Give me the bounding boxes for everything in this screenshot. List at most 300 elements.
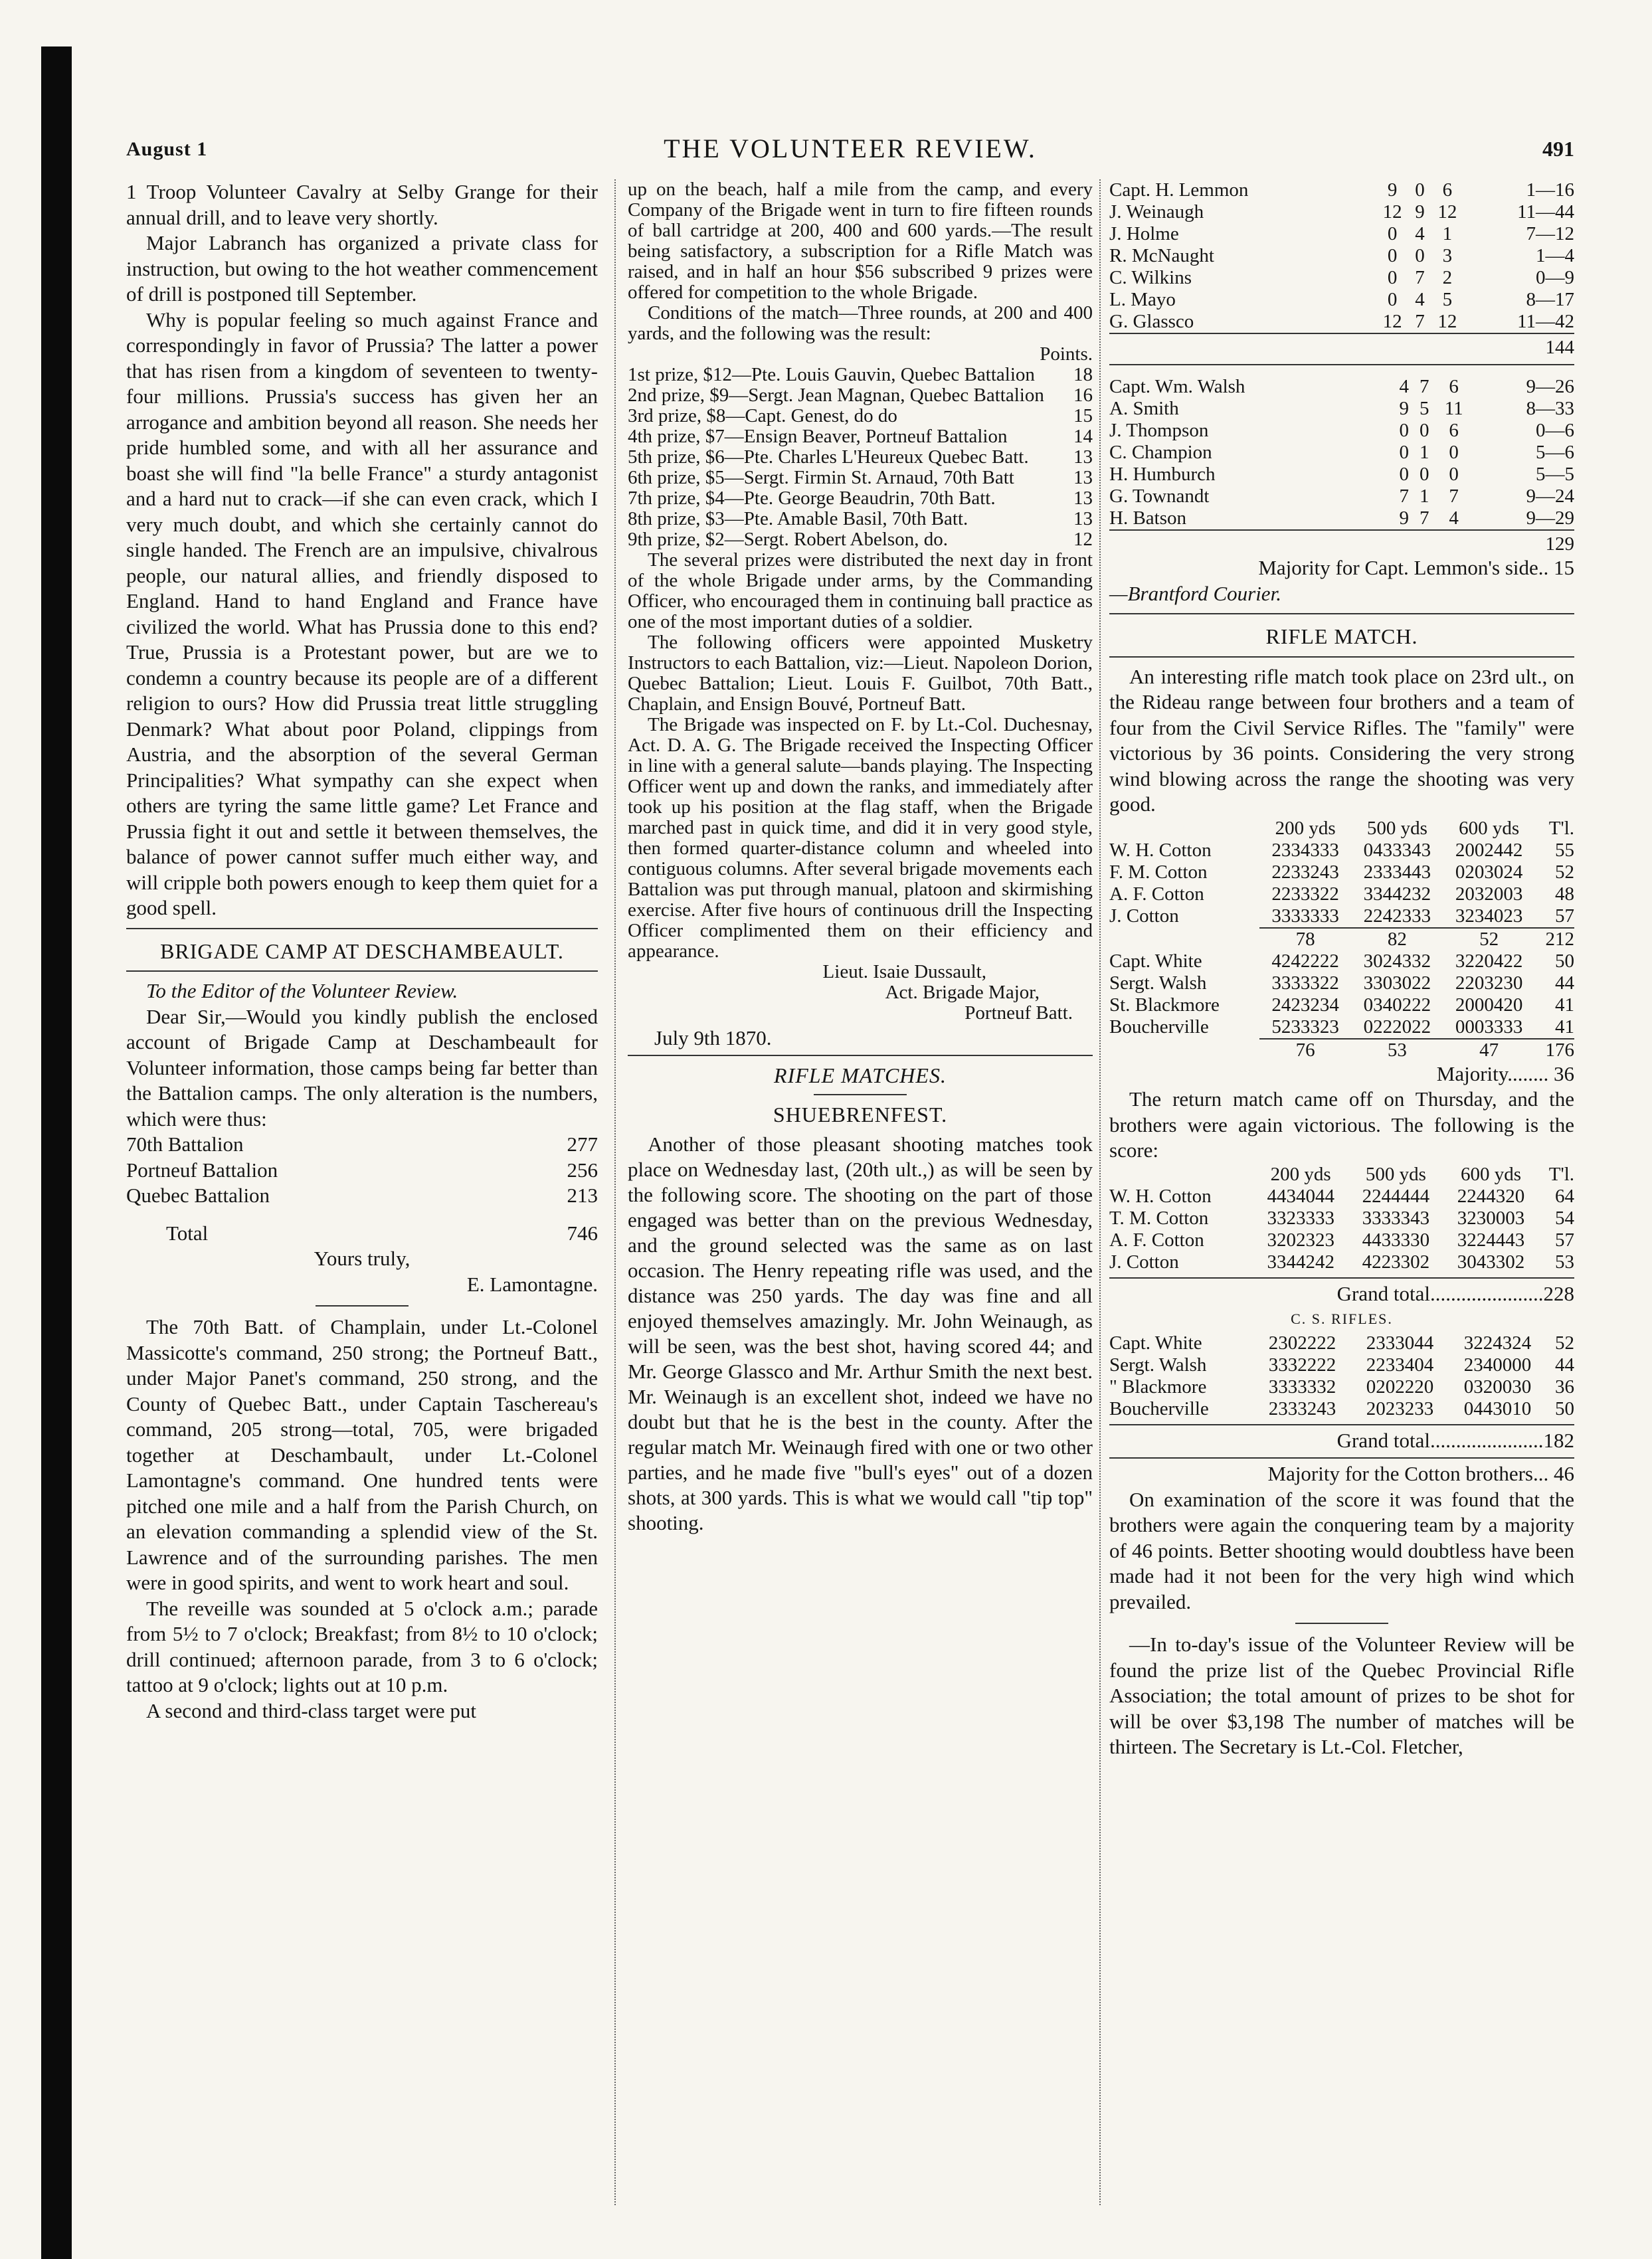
- cell: 47: [1443, 1039, 1534, 1061]
- cell: 176: [1535, 1039, 1574, 1061]
- cell: [1109, 1164, 1253, 1186]
- cell: 78: [1259, 928, 1351, 950]
- cell: Capt. H. Lemmon: [1109, 179, 1249, 201]
- cell: 2244444: [1362, 1185, 1430, 1207]
- cell: 55: [1555, 839, 1574, 861]
- cell: 4: [1415, 223, 1425, 244]
- cell: 9: [1399, 507, 1410, 529]
- cell: 8—17: [1526, 289, 1574, 310]
- cell: 3303022: [1363, 972, 1431, 994]
- cell: 2242333: [1363, 905, 1431, 927]
- paragraph: Major Labranch has organized a private class for instruction, but owing to the hot weather commencement of drill is postponed till September.: [126, 231, 598, 306]
- cell: 52: [1555, 861, 1574, 883]
- cell: 5—5: [1536, 464, 1574, 485]
- cell: R. McNaught: [1109, 245, 1214, 266]
- cell: 12: [1437, 311, 1457, 332]
- cell: 3: [1442, 245, 1453, 266]
- table-row: [1109, 1332, 1574, 1354]
- divider: [1109, 613, 1574, 614]
- cell: 0320030: [1463, 1376, 1532, 1398]
- paragraph: —In to-day's issue of the Volunteer Review will be found the prize list of the Quebec Provincial Rifle Association; the total amount of prizes to be shot for will be over $3,198 The number of matches will be thirteen. The Secretary is Lt.-Col. Fletcher,: [1109, 1633, 1574, 1758]
- cell: 0443010: [1463, 1398, 1532, 1419]
- cell: 3333332: [1268, 1376, 1336, 1398]
- cell: 76: [1259, 1039, 1351, 1061]
- cell: 1: [1442, 223, 1453, 244]
- cell: 6th prize, $5—Sergt. Firmin St. Arnaud, 70th Batt: [628, 467, 1014, 488]
- cell: Boucherville: [1109, 1398, 1209, 1419]
- cell: 3333322: [1271, 972, 1339, 994]
- paragraph: The Brigade was inspected on F. by Lt.-Col. Duchesnay, Act. D. A. G. The Brigade received the Inspecting Officer in line with a general salute—bands playing. The Inspecting Officer went up and down the ranks, and immediately after took up his position at the flag staff, when the Brigade marched past in quick time, and did it in very good style, then formed quarter-distance column and wheeled into contiguous columns. After several brigade movements each Battalion was put through manual, platoon and skirmishing exercise. After five hours of continuous drill the Inspecting Officer complimented them on their efficiency and appearance.: [628, 714, 1093, 962]
- cell: 2233404: [1366, 1354, 1434, 1376]
- cell: 4223302: [1362, 1251, 1430, 1273]
- cell: 0: [1449, 442, 1459, 463]
- cell: H. Batson: [1109, 507, 1186, 529]
- cell: 14: [1073, 426, 1093, 447]
- paragraph: The 70th Batt. of Champlain, under Lt.-Colonel Massicotte's command, 250 strong; the Portneuf Batt., under Major Panet's command, 250 strong, and the County of Quebec Batt., under Captain Taschereau's command, 205 strong—total, 705, were brigaded together at Deschambault, under Lt.-Colonel Lamontagne's command. One hundred tents were pitched one mile and a half from the Parish Church, on an elevation commanding a splendid view of the St. Lawrence and of the surrounding parishes. The men were in good spirits, and went to work heart and soul.: [126, 1315, 598, 1594]
- cell: 3344232: [1363, 883, 1431, 905]
- divider: [126, 928, 598, 929]
- page-binding-edge: [41, 46, 72, 2259]
- cell: 3230003: [1457, 1207, 1525, 1229]
- team-label: C. S. RIFLES.: [1291, 1310, 1393, 1327]
- cell: 36: [1555, 1376, 1574, 1398]
- cell: C. Champion: [1109, 442, 1212, 463]
- paragraph: The reveille was sounded at 5 o'clock a.m.; parade from 5½ to 7 o'clock; Breakfast; from 8½ to 10 o'clock; drill continued; afternoon parade, from 3 to 6 o'clock; tattoo at 9 o'clock; lights out at 10 p.m.: [126, 1596, 598, 1696]
- table-row: [1109, 333, 1574, 359]
- cell: 44: [1555, 972, 1574, 994]
- cell: 0: [1399, 442, 1410, 463]
- table-row: [628, 509, 1093, 529]
- divider: [316, 1305, 409, 1307]
- divider: [126, 970, 598, 972]
- cell: C. Wilkins: [1109, 267, 1192, 288]
- cell: 129: [1109, 530, 1574, 555]
- cell: 3323333: [1267, 1207, 1334, 1229]
- cell: 82: [1351, 928, 1443, 950]
- table-row: [1109, 1186, 1574, 1208]
- cell: 18: [1073, 364, 1093, 385]
- cell: Capt. White: [1109, 950, 1202, 972]
- cell: J. Cotton: [1109, 1251, 1179, 1273]
- cell: 2032003: [1455, 883, 1523, 905]
- cell: 2: [1442, 267, 1453, 288]
- letter-date: July 9th 1870.: [654, 1026, 772, 1049]
- table-row: [1109, 267, 1574, 289]
- table-row: [1109, 464, 1574, 486]
- cell: 7th prize, $4—Pte. George Beaudrin, 70th Batt.: [628, 488, 996, 509]
- cell: 5th prize, $6—Pte. Charles L'Heureux Quebec Batt.: [628, 446, 1029, 468]
- paragraph: A second and third-class target were put: [146, 1698, 476, 1722]
- score-table-walsh: [1109, 376, 1574, 555]
- divider: [1295, 1623, 1388, 1624]
- page-header: [126, 133, 1574, 173]
- score-table-match-2-cs: [1109, 1332, 1574, 1420]
- table-row: [1109, 289, 1574, 311]
- table-row: [1109, 179, 1574, 201]
- cell: St. Blackmore: [1109, 994, 1220, 1016]
- cell: 2nd prize, $9—Sergt. Jean Magnan, Quebec Battalion: [628, 385, 1044, 406]
- table-row: [1109, 883, 1574, 905]
- table-row: [1109, 311, 1574, 333]
- cell: 2423234: [1271, 994, 1339, 1016]
- divider: [1109, 656, 1574, 658]
- cell: 2302222: [1268, 1332, 1336, 1354]
- cell: Capt. Wm. Walsh: [1109, 376, 1245, 397]
- score-table-match-1: [1109, 818, 1574, 1061]
- cell: 3043302: [1457, 1251, 1525, 1273]
- cell: 1—16: [1526, 179, 1574, 201]
- majority-line: Majority........ 36: [1436, 1061, 1574, 1085]
- column-divider-2: [1099, 179, 1101, 2205]
- cell: 13: [1073, 488, 1093, 509]
- cell: 12: [1382, 311, 1402, 332]
- cell: Sergt. Walsh: [1109, 972, 1207, 994]
- cell: Sergt. Walsh: [1109, 1354, 1207, 1376]
- table-row: [1109, 972, 1574, 994]
- table-row: [1109, 1376, 1574, 1398]
- cell: [1109, 928, 1259, 950]
- cell: L. Mayo: [1109, 289, 1176, 310]
- cell: Portneuf Battalion: [126, 1158, 278, 1182]
- cell: 9—24: [1526, 486, 1574, 507]
- cell: G. Glassco: [1109, 311, 1194, 332]
- cell: 2340000: [1463, 1354, 1532, 1376]
- paragraph: The several prizes were distributed the next day in front of the whole Brigade under arms, by the Commanding Officer, who encouraged them in continuing ball practice as one of the most important duties of a soldier.: [628, 549, 1093, 632]
- paragraph: Dear Sir,—Would you kindly publish the enclosed account of Brigade Camp at Deschambeault for Volunteer information, those camps being far better than the Battalion camps. The only alteration is the numbers, which were thus:: [126, 1004, 598, 1130]
- cell: 2233322: [1271, 883, 1339, 905]
- score-table-lemmon: [1109, 179, 1574, 359]
- cell: 52: [1555, 1332, 1574, 1354]
- cell: 41: [1555, 994, 1574, 1016]
- cell: 3224443: [1457, 1229, 1525, 1251]
- cell: T'l.: [1548, 817, 1574, 839]
- cell: 0: [1415, 179, 1425, 201]
- cell: 200 yds: [1270, 1163, 1331, 1185]
- cell: 256: [567, 1158, 598, 1182]
- cell: 1: [1419, 442, 1429, 463]
- divider: [1109, 364, 1574, 365]
- cell: 5—6: [1536, 442, 1574, 463]
- cell: 7: [1449, 486, 1459, 507]
- table-row: [126, 1158, 598, 1184]
- header-page-number: 491: [1542, 137, 1574, 161]
- cell: 64: [1555, 1185, 1574, 1207]
- table-row: [1109, 905, 1574, 928]
- section-heading: RIFLE MATCH.: [1265, 624, 1418, 648]
- table-row: [628, 385, 1093, 406]
- cell: 11—42: [1517, 311, 1574, 332]
- column-2: [628, 179, 1093, 1536]
- cell: 8th prize, $3—Pte. Amable Basil, 70th Batt.: [628, 508, 968, 529]
- cell: 2244320: [1457, 1185, 1525, 1207]
- cell: 213: [567, 1184, 598, 1207]
- table-row: [628, 365, 1093, 385]
- divider: [814, 1094, 907, 1095]
- cell: 2023233: [1366, 1398, 1434, 1419]
- cell: 57: [1555, 905, 1574, 927]
- table-row: [1109, 1229, 1574, 1251]
- cell: 12: [1437, 201, 1457, 223]
- cell: 50: [1555, 1398, 1574, 1419]
- cell: 0003333: [1455, 1016, 1523, 1038]
- cell: 13: [1073, 467, 1093, 488]
- score-table-match-2: [1109, 1164, 1574, 1273]
- cell: 4433330: [1362, 1229, 1430, 1251]
- cell: Quebec Battalion: [126, 1184, 270, 1207]
- table-row: [628, 447, 1093, 468]
- cell: 4434044: [1267, 1185, 1334, 1207]
- cell: 0203024: [1455, 861, 1523, 883]
- cell: 2203230: [1455, 972, 1523, 994]
- paragraph: An interesting rifle match took place on 23rd ult., on the Rideau range between four brothers and a team of four from the Civil Service Rifles. The "family" were victorious by 36 points. Considering the very strong wind blowing across the range the shooting was very good.: [1109, 664, 1574, 816]
- cell: 16: [1073, 385, 1093, 406]
- cell: 9: [1387, 179, 1398, 201]
- points-label: Points.: [1040, 343, 1093, 365]
- cell: 277: [567, 1132, 598, 1156]
- table-row: [1109, 818, 1574, 840]
- cell: [1109, 1039, 1259, 1061]
- cell: 11—44: [1517, 201, 1574, 223]
- header-date: August 1: [126, 138, 208, 160]
- cell: 3333343: [1362, 1207, 1430, 1229]
- cell: 5: [1442, 289, 1453, 310]
- cell: 5233323: [1271, 1016, 1339, 1038]
- closing: Yours truly,: [314, 1247, 411, 1270]
- cell: 0: [1387, 223, 1398, 244]
- signature: Act. Brigade Major,: [885, 982, 1040, 1003]
- column-3: [1109, 179, 1574, 1760]
- table-row: [1109, 1016, 1574, 1039]
- section-heading: RIFLE MATCHES.: [774, 1063, 947, 1087]
- table-row: [126, 1132, 598, 1158]
- salutation: To the Editor of the Volunteer Review.: [146, 979, 458, 1002]
- cell: 6: [1449, 420, 1459, 441]
- cell: W. H. Cotton: [1109, 839, 1212, 861]
- cell: 6: [1442, 179, 1453, 201]
- table-row: [1109, 398, 1574, 420]
- cell: " Blackmore: [1109, 1376, 1207, 1398]
- cell: 1st prize, $12—Pte. Louis Gauvin, Quebec Battalion: [628, 364, 1035, 385]
- cell: 0: [1387, 267, 1398, 288]
- cell: 600 yds: [1459, 817, 1520, 839]
- cell: 0: [1419, 420, 1429, 441]
- cell: 3234023: [1455, 905, 1523, 927]
- paragraph: Why is popular feeling so much against France and correspondingly in favor of Prussia? The latter a power that has risen from a kingdom of seventeen to twenty-four millions. Prussia's success has given her an arrogance and ambition beyond all reason. She needs her pride humbled some, and with all her assurance and boast she will find "la belle France" a sturdy antagonist and a hard nut to crack—if she can even crack, which I very much doubt, and which she certainly cannot do single handed. The French are an impulsive, chivalrous people, our natural allies, and friendly disposed to England. Hand to hand England and France have civilized the world. What has Prussia done to this end? True, Prussia is a Protestant power, but are we to condemn a country because its people are of a different religion to ours? How did Prussia treat little struggling Denmark? What about poor Poland, clippings from Austria, and the absorption of the several German Principalities? What sympathy can she expect when others are tyring the same little game? Let France and Prussia fight it out and settle it between themselves, the balance of power cannot suffer much either way, and will cripple both powers enough to keep them quiet for a good spell.: [126, 308, 598, 919]
- cell: 5: [1419, 398, 1429, 419]
- majority-line: Majority for the Cotton brothers... 46: [1109, 1457, 1574, 1487]
- cell: 44: [1555, 1354, 1574, 1376]
- section-heading: BRIGADE CAMP AT DESCHAMBEAULT.: [160, 939, 564, 963]
- cell: 48: [1555, 883, 1574, 905]
- cell: 6: [1449, 376, 1459, 397]
- cell: 3024332: [1363, 950, 1431, 972]
- cell: 0: [1419, 464, 1429, 485]
- cell: 0222022: [1363, 1016, 1431, 1038]
- cell: 0: [1399, 464, 1410, 485]
- cell: H. Humburch: [1109, 464, 1216, 485]
- paragraph: Another of those pleasant shooting matches took place on Wednesday last, (20th ult.,) as will be seen by the following score. The shooting on the part of those engaged was better than on the previous Wednesday, and the ground selected was the same as on last occasion. The Henry repeating rifle was used, and the distance was 250 yards. The day was fine and all enjoyed themselves amazingly. Mr. John Weinaugh, as will be seen, was the best shot, having scored 44; and Mr. George Glassco and Mr. Arthur Smith the next best. Mr. Weinaugh is an excellent shot, indeed we have no doubt but that he is the best in the county. After the regular match Mr. Weinaugh fired with one or two other parties, and he made five "bull's eyes" out of a dozen shots, at 300 yards. This is what we would call "tip top" shooting.: [628, 1132, 1093, 1534]
- table-row: [1109, 507, 1574, 530]
- cell: 7: [1415, 267, 1425, 288]
- majority-line: Majority for Capt. Lemmon's side.. 15: [1258, 556, 1574, 579]
- cell: 9—26: [1526, 376, 1574, 397]
- cell: 13: [1073, 446, 1093, 468]
- table-row: [628, 426, 1093, 447]
- cell: 2334333: [1271, 839, 1339, 861]
- cell: 212: [1535, 928, 1574, 950]
- cell: 11: [1444, 398, 1463, 419]
- source-credit: —Brantford Courier.: [1109, 581, 1281, 605]
- cell: 4: [1399, 376, 1410, 397]
- cell: 0: [1387, 245, 1398, 266]
- cell: W. H. Cotton: [1109, 1185, 1212, 1207]
- cell: 4: [1449, 507, 1459, 529]
- table-row: [1109, 840, 1574, 861]
- table-row: [1109, 1354, 1574, 1376]
- cell: J. Cotton: [1109, 905, 1179, 927]
- table-row: [628, 406, 1093, 426]
- table-row: [1109, 861, 1574, 883]
- cell: 9: [1415, 201, 1425, 223]
- cell: 0202220: [1366, 1376, 1434, 1398]
- cell: 57: [1555, 1229, 1574, 1251]
- table-row: [1109, 994, 1574, 1016]
- table-row: [1109, 928, 1574, 950]
- paragraph: The following officers were appointed Musketry Instructors to each Battalion, viz:—Lieut. Napoleon Dorion, Quebec Battalion; Lieut. Louis F. Guilbot, 70th Batt., Chaplain, and Ensign Bouvé, Portneuf Batt.: [628, 632, 1093, 715]
- table-row: [1109, 223, 1574, 245]
- paragraph: up on the beach, half a mile from the camp, and every Company of the Brigade went in turn to fire fifteen rounds of ball cartridge at 200, 400 and 600 yards.—The result being satisfactory, a subscription for a Rifle Match was raised, and in half an hour $56 subscribed 9 prizes were offered for competition to the whole Brigade.: [628, 179, 1093, 303]
- section-subheading: SHUEBRENFEST.: [773, 1103, 948, 1127]
- cell: 52: [1443, 928, 1534, 950]
- cell: 500 yds: [1365, 1163, 1426, 1185]
- signature: E. Lamontagne.: [466, 1272, 598, 1296]
- cell: 3344242: [1267, 1251, 1334, 1273]
- cell: A. F. Cotton: [1109, 1229, 1204, 1251]
- cell: 2233243: [1271, 861, 1339, 883]
- table-row: [1109, 486, 1574, 507]
- cell: 9—29: [1526, 507, 1574, 529]
- table-row: [1109, 1251, 1574, 1273]
- column-divider-1: [614, 179, 616, 2205]
- table-row: [1109, 442, 1574, 464]
- paragraph: The return match came off on Thursday, and the brothers were again victorious. The following is the score:: [1109, 1087, 1574, 1162]
- cell: 4242222: [1271, 950, 1339, 972]
- cell: J. Holme: [1109, 223, 1179, 244]
- cell: 3220422: [1455, 950, 1523, 972]
- table-row: [126, 1209, 598, 1247]
- cell: 9th prize, $2—Sergt. Robert Abelson, do.: [628, 529, 948, 550]
- cell: 12: [1382, 201, 1402, 223]
- table-row: [1109, 1398, 1574, 1420]
- cell: 70th Battalion: [126, 1132, 244, 1156]
- cell: 15: [1073, 405, 1093, 426]
- cell: 2333044: [1366, 1332, 1434, 1354]
- cell: Boucherville: [1109, 1016, 1209, 1038]
- cell: 3202323: [1267, 1229, 1334, 1251]
- cell: 7: [1399, 486, 1410, 507]
- cell: 1—4: [1536, 245, 1574, 266]
- cell: 12: [1073, 529, 1093, 550]
- paragraph: On examination of the score it was found that the brothers were again the conquering team by a majority of 46 points. Better shooting would doubtless have been made had it not been for the very high wind which prevailed.: [1109, 1487, 1574, 1613]
- table-row: [1109, 245, 1574, 267]
- cell: A. F. Cotton: [1109, 883, 1204, 905]
- cell: Capt. White: [1109, 1332, 1202, 1354]
- table-row: [1109, 950, 1574, 972]
- signature: Lieut. Isaie Dussault,: [822, 961, 986, 982]
- table-row: [628, 529, 1093, 550]
- cell: J. Weinaugh: [1109, 201, 1204, 223]
- table-row: [1109, 420, 1574, 442]
- cell: 2333443: [1363, 861, 1431, 883]
- cell: T. M. Cotton: [1109, 1207, 1209, 1229]
- cell: G. Townandt: [1109, 486, 1210, 507]
- cell: [1109, 818, 1259, 840]
- cell: 144: [1109, 333, 1574, 359]
- cell: 53: [1555, 1251, 1574, 1273]
- cell: J. Thompson: [1109, 420, 1209, 441]
- cell: 4th prize, $7—Ensign Beaver, Portneuf Battalion: [628, 426, 1008, 447]
- cell: F. M. Cotton: [1109, 861, 1208, 883]
- prize-table: [628, 365, 1093, 550]
- table-row: [126, 1183, 598, 1209]
- cell: T'l.: [1548, 1163, 1574, 1185]
- table-row: [628, 468, 1093, 488]
- cell: 54: [1555, 1207, 1574, 1229]
- cell: 0: [1387, 289, 1398, 310]
- cell: 0: [1399, 420, 1410, 441]
- cell: 7: [1415, 311, 1425, 332]
- cell: 4: [1415, 289, 1425, 310]
- cell: 7—12: [1526, 223, 1574, 244]
- cell: 7: [1419, 507, 1429, 529]
- cell: 50: [1555, 950, 1574, 972]
- cell: 0—9: [1536, 267, 1574, 288]
- header-title: THE VOLUNTEER REVIEW.: [664, 134, 1037, 163]
- cell: 500 yds: [1366, 817, 1427, 839]
- cell: 0340222: [1363, 994, 1431, 1016]
- column-1: [126, 179, 598, 1724]
- cell: 0: [1449, 464, 1459, 485]
- cell: A. Smith: [1109, 398, 1179, 419]
- battalion-table: [126, 1132, 598, 1246]
- table-row: [1109, 201, 1574, 223]
- cell: 200 yds: [1275, 817, 1336, 839]
- cell: 53: [1351, 1039, 1443, 1061]
- cell: 3rd prize, $8—Capt. Genest, do do: [628, 405, 897, 426]
- cell: 600 yds: [1460, 1163, 1521, 1185]
- table-row: [1109, 1164, 1574, 1186]
- cell: 2002442: [1455, 839, 1523, 861]
- table-row: [1109, 376, 1574, 398]
- cell: 41: [1555, 1016, 1574, 1038]
- table-row: [1109, 1039, 1574, 1061]
- table-row: [628, 488, 1093, 509]
- cell: 8—33: [1526, 398, 1574, 419]
- signature: Portneuf Batt.: [964, 1002, 1073, 1024]
- table-row: [1109, 1208, 1574, 1229]
- cell: 3333333: [1271, 905, 1339, 927]
- cell: 0—6: [1536, 420, 1574, 441]
- paragraph: 1 Troop Volunteer Cavalry at Selby Grange for their annual drill, and to leave very shortly.: [126, 180, 598, 229]
- cell: 746: [567, 1221, 598, 1245]
- cell: 2333243: [1268, 1398, 1336, 1419]
- paragraph: Conditions of the match—Three rounds, at 200 and 400 yards, and the following was the result:: [628, 302, 1093, 344]
- cell: 2000420: [1455, 994, 1523, 1016]
- cell: 1: [1419, 486, 1429, 507]
- divider: [628, 1055, 1093, 1056]
- cell: 0: [1415, 245, 1425, 266]
- cell: 9: [1399, 398, 1410, 419]
